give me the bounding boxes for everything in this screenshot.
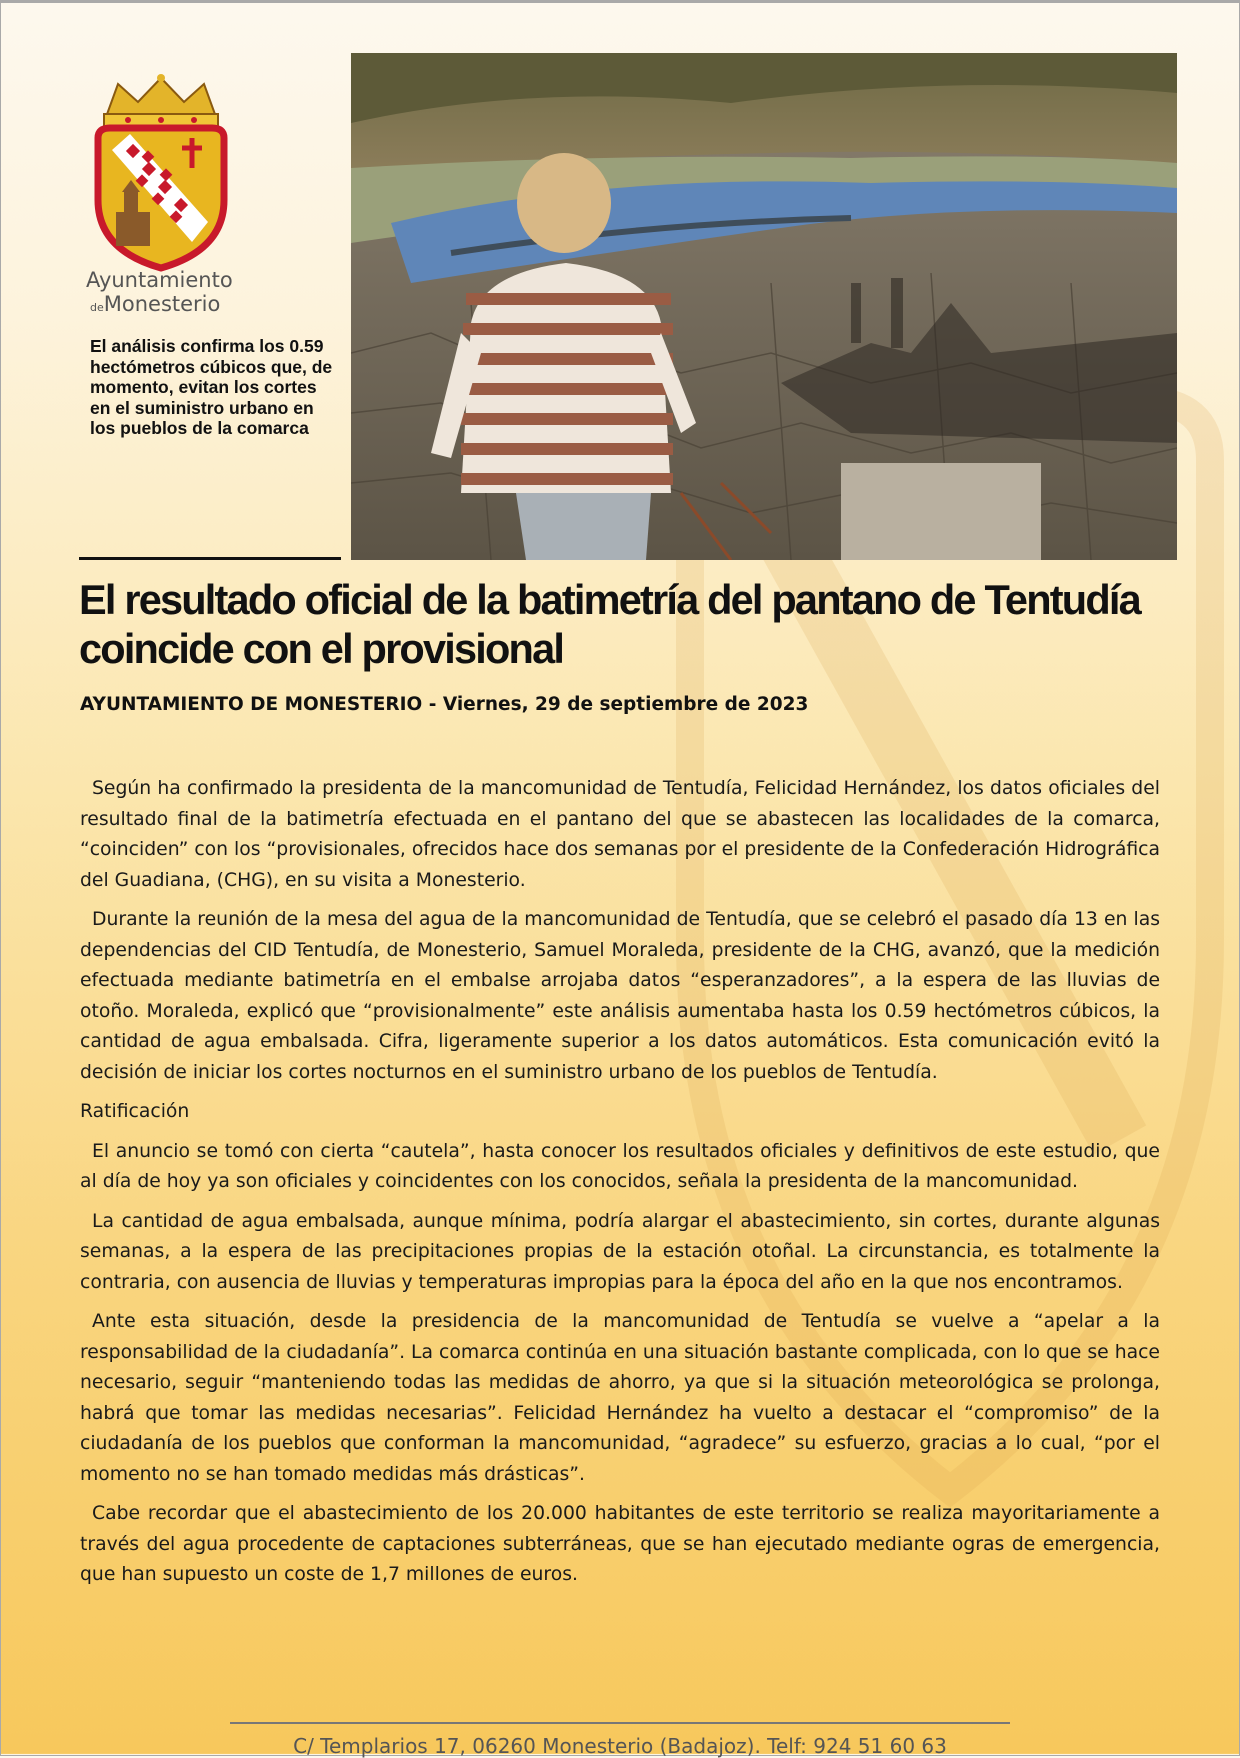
byline-separator: - (422, 694, 443, 715)
byline (80, 694, 808, 715)
article-paragraph: Cabe recordar que el abastecimiento de los 20.000 habitantes de este territorio se realiza mayoritariamente a través del agua procedente de captaciones subterráneas, que se han ejecutado mediante ogras de emergencia, que han supuesto un coste de 1,7 millones de euros. (80, 1503, 1160, 1585)
org-name-line1: Ayuntamiento (86, 268, 233, 292)
byline-date: Viernes, 29 de septiembre de 2023 (442, 694, 809, 715)
coat-of-arms-icon (88, 72, 234, 272)
article-paragraph: Durante la reunión de la mesa del agua de la mancomunidad de Tentudía, que se celebró el pasado día 13 en las dependencias del CID Tentudía, de Monesterio, Samuel Moraleda, presidente de la CHG, avanzó, que la medición efectuada mediante batimetría en el embalse arrojaba datos “esperanzadores”, a la espera de las lluvias de otoño. Moraleda, explicó que “provisionalmente” este análisis aumentaba hasta los 0.59 hectómetros cúbicos, la cantidad de agua embalsada. Cifra, ligeramente superior a los datos automáticos. Esta comunicación evitó la decisión de iniciar los cortes nocturnos en el suministro urbano de los pueblos de Tentudía. (80, 909, 1160, 1083)
organization-name (86, 268, 246, 320)
subheadline: El análisis confirma los 0.59 hectómetros cúbicos que, de momento, evitan los cortes en el suministro urbano en los pueblos de la comarca (90, 336, 333, 438)
article-photo (351, 53, 1177, 560)
article-headline: El resultado oficial de la batimetría del pantano de Tentudía coincide con el provisional (79, 576, 1140, 672)
byline-source: AYUNTAMIENTO DE MONESTERIO (80, 694, 423, 715)
footer-address: C/ Templarios 17, 06260 Monesterio (Badajoz). Telf: 924 51 60 63 (230, 1722, 1010, 1758)
article-paragraph: La cantidad de agua embalsada, aunque mínima, podría alargar el abastecimiento, sin cortes, durante algunas semanas, a la espera de las precipitaciones propias de la estación otoñal. La circunstancia, es totalmente la contraria, con ausencia de lluvias y temperaturas impropias para la época del año en la que nos encontramos. (80, 1210, 1160, 1293)
article-body (80, 774, 1160, 1600)
section-heading: Ratificación (80, 1101, 190, 1122)
article-paragraph: El anuncio se tomó con cierta “cautela”, hasta conocer los resultados oficiales y definitivos de este estudio, que al día de hoy ya son oficiales y coincidentes con los conocidos, señala la presidenta de la mancomunidad. (80, 1140, 1160, 1192)
article-paragraph: Ante esta situación, desde la presidencia de la mancomunidad de Tentudía se vuelve a “apelar a la responsabilidad de la ciudadanía”. La comarca continúa en una situación bastante complicada, con lo que se hace necesario, seguir “manteniendo todas las medidas de ahorro, ya que si la situación meteorológica se prolonga, habrá que tomar las medidas necesarias”. Felicidad Hernández ha vuelto a destacar el “compromiso” de la ciudadanía de los pueblos que conforman la mancomunidad, “agradece” su esfuerzo, gracias a lo cual, “por el momento no se han tomado medidas más drásticas”. (80, 1311, 1160, 1485)
article-paragraph: Según ha confirmado la presidenta de la mancomunidad de Tentudía, Felicidad Hernández, los datos oficiales del resultado final de la batimetría efectuada en el pantano del que se abastecen las localidades de la comarca, “coinciden” con los “provisionales, ofrecidos hace dos semanas por el presidente de la Confederación Hidrográfica del Guadiana, (CHG), en su visita a Monesterio. (80, 778, 1160, 891)
divider-rule (79, 557, 341, 560)
org-name-line2: Monesterio (103, 292, 221, 316)
org-name-de: de (90, 301, 104, 314)
